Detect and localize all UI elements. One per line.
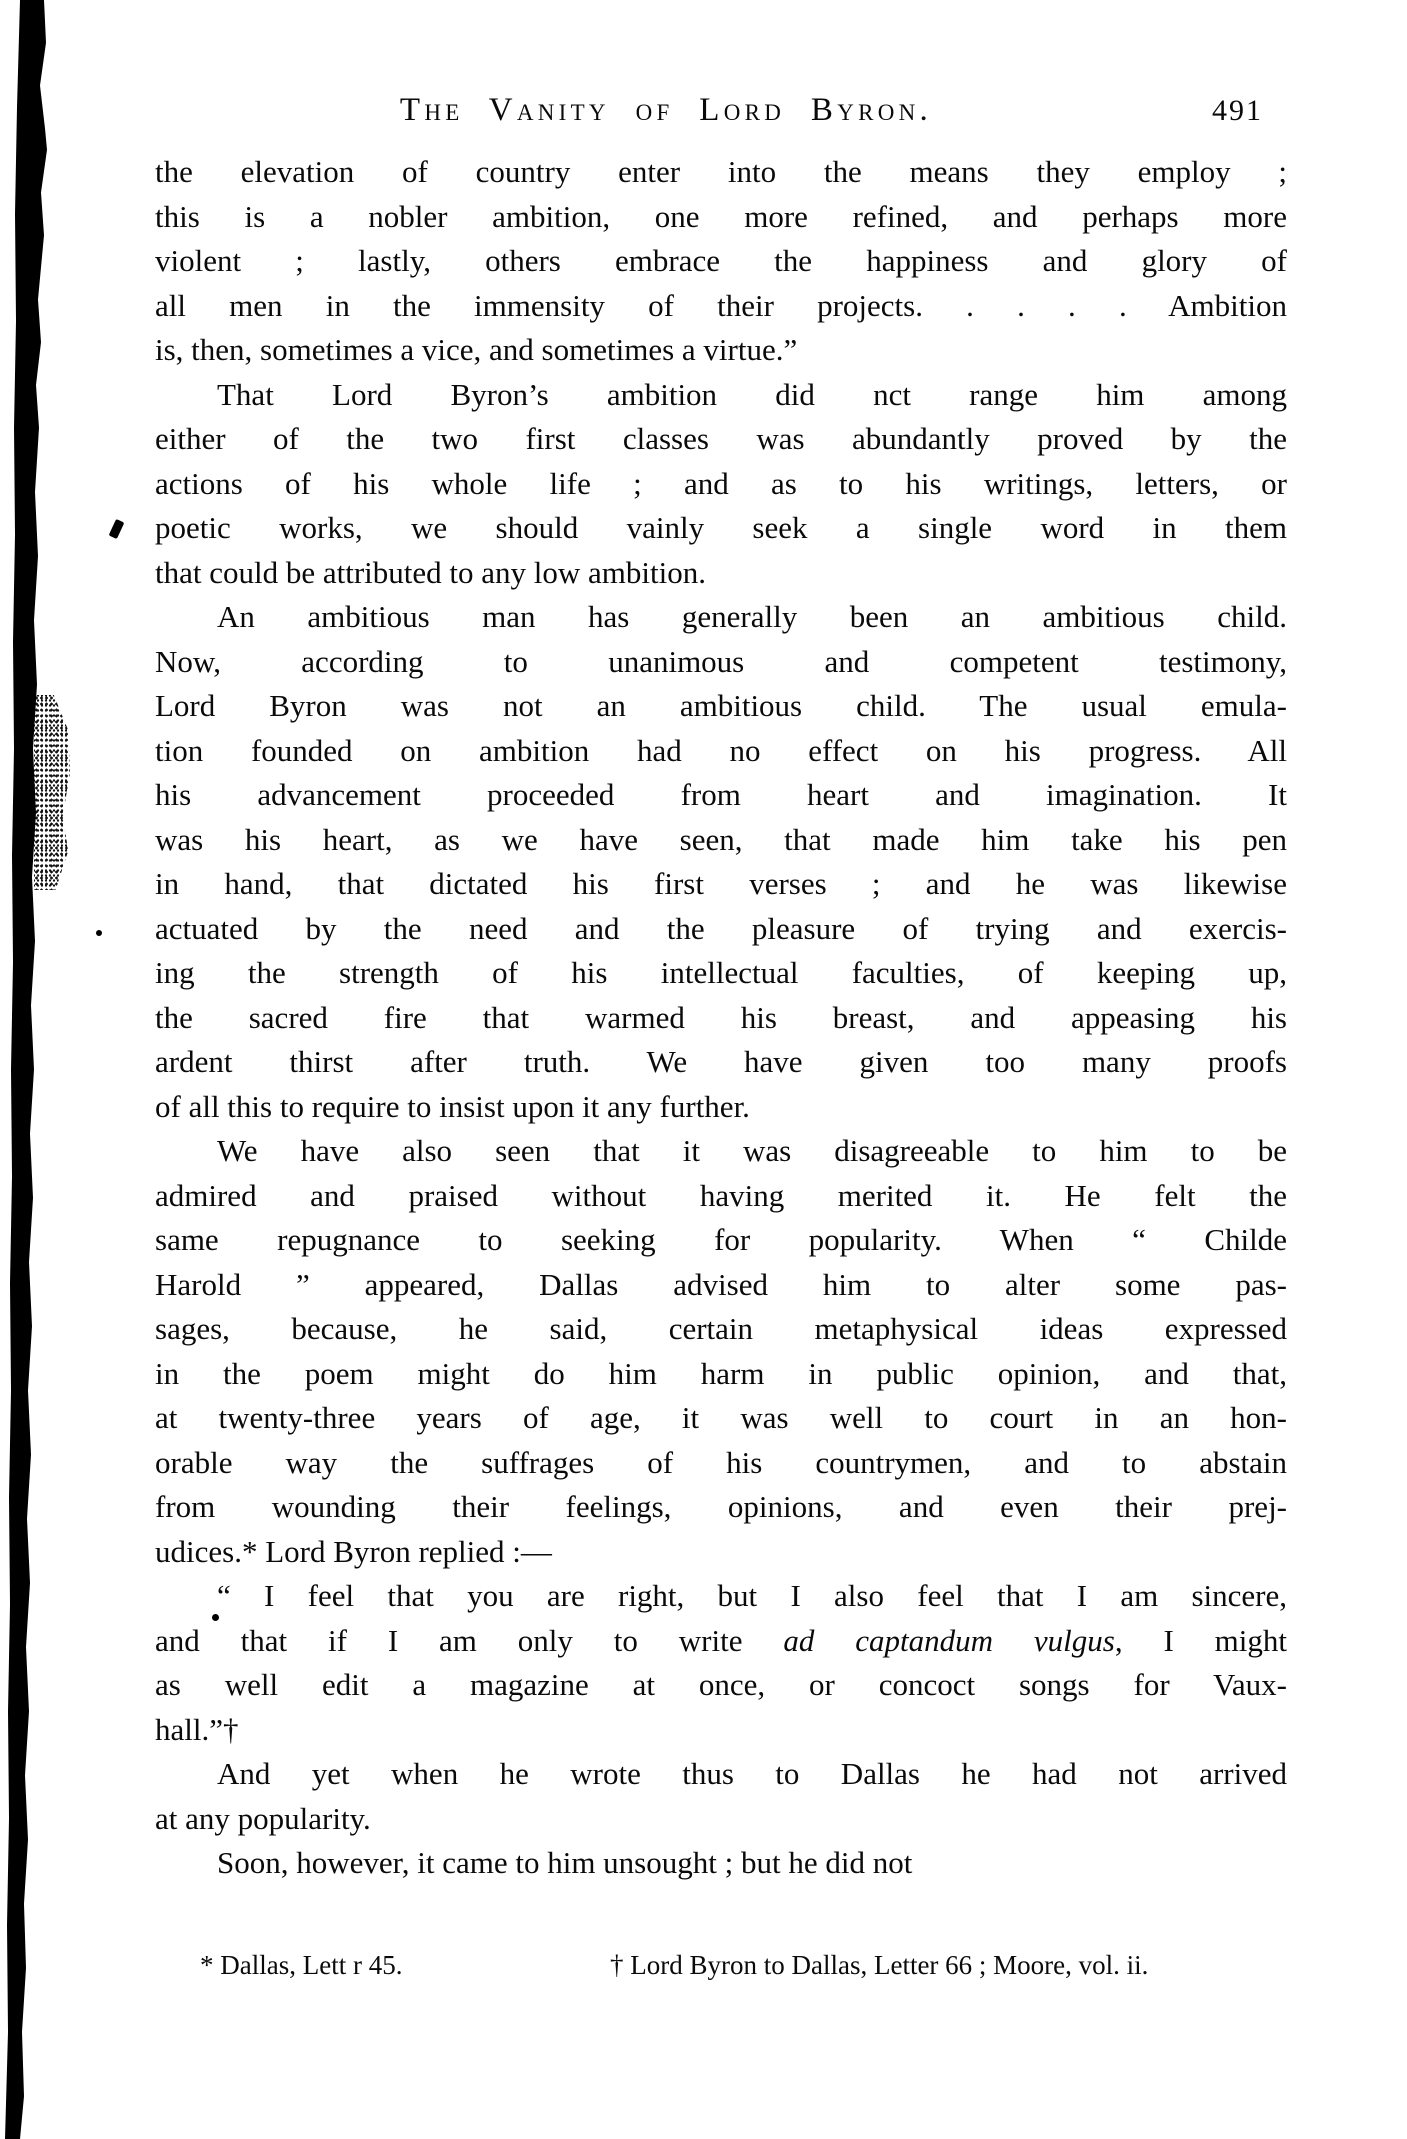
- paragraph: [155, 150, 1287, 373]
- text-line: We have also seen that it was disagreeable to him to be: [217, 1133, 1287, 1168]
- text-line: at any popularity.: [155, 1800, 371, 1836]
- text-line: is, then, sometimes a vice, and sometimes a virtue.”: [155, 332, 798, 367]
- text-line: of all this to require to insist upon it any further.: [155, 1088, 750, 1124]
- text-line: actions of his whole life ; and as to his writings, letters, or: [155, 465, 1287, 501]
- text-line: “ I feel that you are right, but I also feel that I am sincere,: [217, 1578, 1287, 1613]
- text-line: ardent thirst after truth. We have given too many proofs: [155, 1044, 1287, 1079]
- paragraph: [155, 373, 1287, 596]
- text-line: Harold ” appeared, Dallas advised him to alter some pas-: [155, 1266, 1287, 1302]
- text-line: udices.* Lord Byron replied :—: [155, 1533, 552, 1569]
- text-line: admired and praised without having merited it. He felt the: [155, 1177, 1287, 1213]
- text-line: his advancement proceeded from heart and imagination. It: [155, 777, 1287, 812]
- text-line: in the poem might do him harm in public opinion, and that,: [155, 1355, 1287, 1391]
- text-line: tion founded on ambition had no effect on his progress. All: [155, 732, 1287, 768]
- text-line: Now, according to unanimous and competent testimony,: [155, 643, 1287, 679]
- running-title: The Vanity of Lord Byron.: [399, 92, 933, 128]
- text-line: Soon, however, it came to him unsought ; but he did not: [217, 1845, 913, 1880]
- ink-speck-artifact: [96, 930, 102, 936]
- footnote-byron-to-dallas: † Lord Byron to Dallas, Letter 66 ; Moore, vol. ii.: [610, 1950, 1149, 1980]
- text-line: the elevation of country enter into the means they employ ;: [155, 154, 1287, 189]
- text-line: in hand, that dictated his first verses ; and he was likewise: [155, 866, 1287, 901]
- page-header: [155, 92, 1287, 138]
- text-line: from wounding their feelings, opinions, and even their prej-: [155, 1489, 1287, 1524]
- text-line: this is a nobler ambition, one more refined, and perhaps more: [155, 198, 1287, 234]
- text-line: An ambitious man has generally been an ambitious child.: [217, 599, 1287, 634]
- binding-gutter-artifact: [0, 0, 48, 2139]
- footnotes: [155, 1950, 1287, 1994]
- text-line: that could be attributed to any low ambition.: [155, 554, 706, 590]
- paragraph: [155, 1129, 1287, 1574]
- paragraph: [155, 1752, 1287, 1841]
- paragraph: [155, 1841, 1287, 1886]
- ink-speck-artifact: [109, 519, 125, 539]
- page-body: [155, 150, 1287, 1886]
- text-line: same repugnance to seeking for popularity. When “ Childe: [155, 1222, 1287, 1257]
- text-line: And yet when he wrote thus to Dallas he had not arrived: [217, 1756, 1287, 1791]
- paragraph: [155, 595, 1287, 1129]
- text-line: Lord Byron was not an ambitious child. The usual emula-: [155, 688, 1287, 723]
- text-line: violent ; lastly, others embrace the happiness and glory of: [155, 243, 1287, 278]
- text-line: as well edit a magazine at once, or concoct songs for Vaux-: [155, 1667, 1287, 1702]
- text-line: and that if I am only to write ad captandum vulgus, I might: [155, 1622, 1288, 1658]
- text-line: poetic works, we should vainly seek a single word in them: [155, 510, 1287, 545]
- text-line: all men in the immensity of their projects. . . . . Ambition: [155, 287, 1287, 323]
- text-line: was his heart, as we have seen, that made him take his pen: [155, 821, 1287, 857]
- text-line: actuated by the need and the pleasure of trying and exercis-: [155, 910, 1287, 946]
- italic-phrase: ad captandum vulgus: [783, 1622, 1115, 1658]
- text-line: orable way the suffrages of his countrymen, and to abstain: [155, 1444, 1287, 1480]
- page-number: 491: [1212, 94, 1263, 127]
- text-line: That Lord Byron’s ambition did nct range him among: [217, 376, 1287, 412]
- text-line: sages, because, he said, certain metaphysical ideas expressed: [155, 1311, 1287, 1346]
- text-line: either of the two first classes was abundantly proved by the: [155, 421, 1287, 456]
- scan-noise-artifact: [34, 695, 70, 890]
- footnote-dallas: * Dallas, Lett r 45.: [200, 1950, 403, 1980]
- text-line: at twenty-three years of age, it was well to court in an hon-: [155, 1400, 1287, 1435]
- text-line: ing the strength of his intellectual faculties, of keeping up,: [155, 955, 1287, 990]
- text-line: hall.”†: [155, 1711, 239, 1747]
- text-line: the sacred fire that warmed his breast, and appeasing his: [155, 999, 1287, 1035]
- paragraph: [155, 1574, 1287, 1752]
